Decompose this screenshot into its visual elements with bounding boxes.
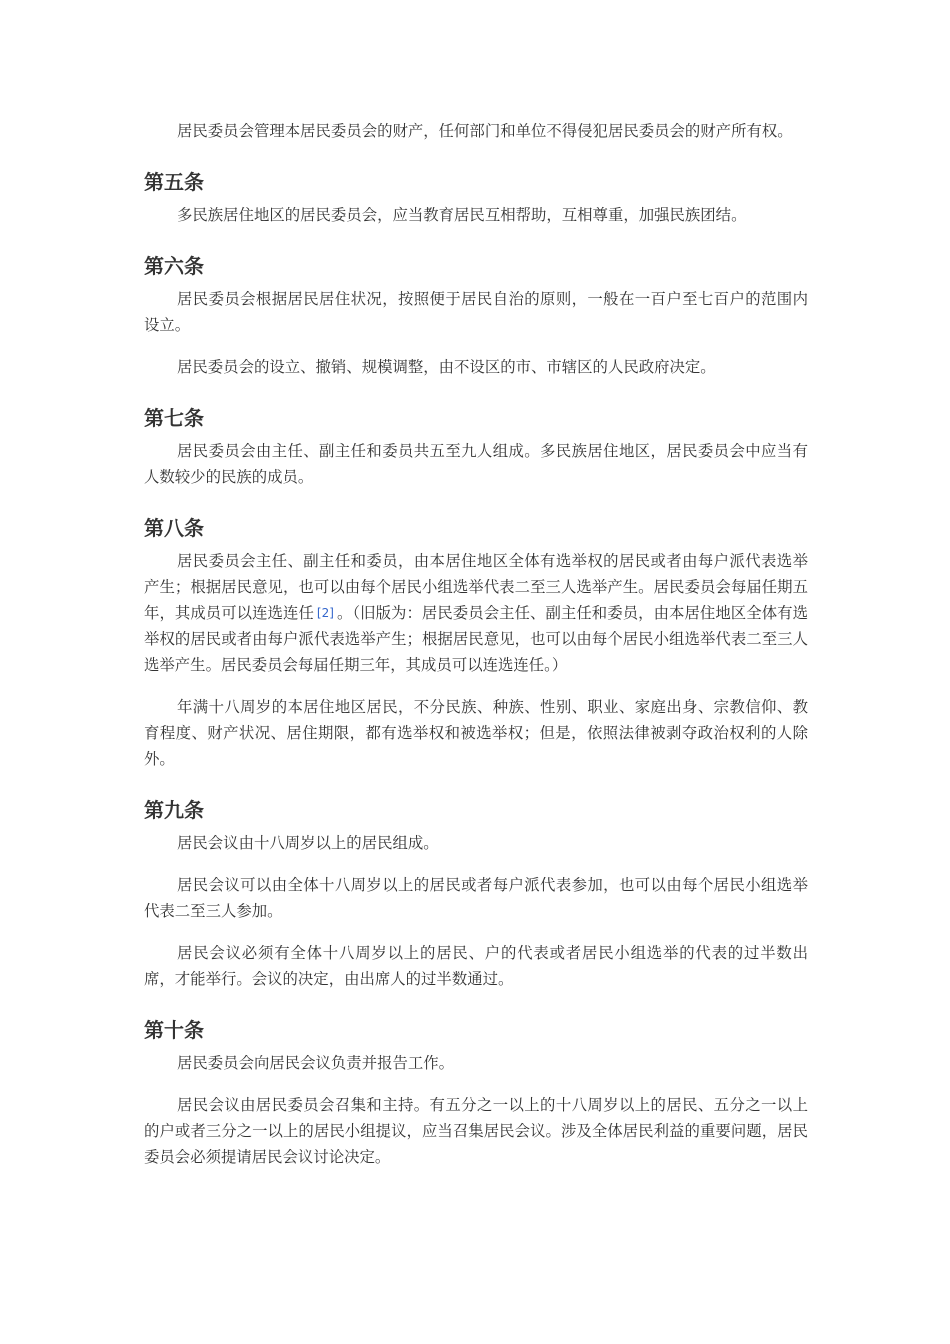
paragraph: 居民委员会由主任、副主任和委员共五至九人组成。多民族居住地区，居民委员会中应当有人数较少的民族的成员。 <box>144 442 808 486</box>
paragraph: 居民会议由十八周岁以上的居民组成。 <box>177 834 439 852</box>
paragraph-text: 居民委员会主任、副主任和委员，由本居住地区全体有选举权的居民或者由每户派代表选举产生；根据居民意见，也可以由每个居民小组选举代表二至三人选举产生。居民委员会每届任期五年，其成员可以连选连任 <box>144 552 808 622</box>
paragraph: 居民会议可以由全体十八周岁以上的居民或者每户派代表参加，也可以由每个居民小组选举代表二至三人参加。 <box>144 876 808 920</box>
paragraph: 居民会议由居民委员会召集和主持。有五分之一以上的十八周岁以上的居民、五分之一以上的户或者三分之一以上的居民小组提议，应当召集居民会议。涉及全体居民利益的重要问题，居民委员会必须提请居民会议讨论决定。 <box>144 1096 808 1166</box>
article-heading-5: 第五条 <box>144 170 204 194</box>
article-heading-9: 第九条 <box>144 798 204 822</box>
paragraph: 居民委员会向居民会议负责并报告工作。 <box>177 1054 455 1072</box>
document-body <box>144 118 808 1186</box>
paragraph <box>144 548 808 678</box>
paragraph: 居民委员会的设立、撤销、规模调整，由不设区的市、市辖区的人民政府决定。 <box>177 358 716 376</box>
paragraph: 居民委员会根据居民居住状况，按照便于居民自治的原则，一般在一百户至七百户的范围内设立。 <box>144 290 808 334</box>
paragraph: 年满十八周岁的本居住地区居民，不分民族、种族、性别、职业、家庭出身、宗教信仰、教育程度、财产状况、居住期限，都有选举权和被选举权；但是，依照法律被剥夺政治权利的人除外。 <box>144 698 808 768</box>
paragraph: 多民族居住地区的居民委员会，应当教育居民互相帮助，互相尊重，加强民族团结。 <box>177 206 747 224</box>
paragraph: 居民委员会管理本居民委员会的财产，任何部门和单位不得侵犯居民委员会的财产所有权。 <box>177 122 793 140</box>
paragraph-text: 。（旧版为：居民委员会主任、副主任和委员，由本居住地区全体有选举权的居民或者由每户派代表选举产生；根据居民意见，也可以由每个居民小组选举代表二至三人选举产生。居民委员会每届任期三年，其成员可以连选连任。） <box>144 604 808 674</box>
article-heading-6: 第六条 <box>144 254 204 278</box>
article-heading-8: 第八条 <box>144 516 204 540</box>
paragraph: 居民会议必须有全体十八周岁以上的居民、户的代表或者居民小组选举的代表的过半数出席，才能举行。会议的决定，由出席人的过半数通过。 <box>144 944 808 988</box>
reference-link[interactable]: [2] <box>316 606 334 620</box>
article-heading-7: 第七条 <box>144 406 204 430</box>
article-heading-10: 第十条 <box>144 1018 204 1042</box>
